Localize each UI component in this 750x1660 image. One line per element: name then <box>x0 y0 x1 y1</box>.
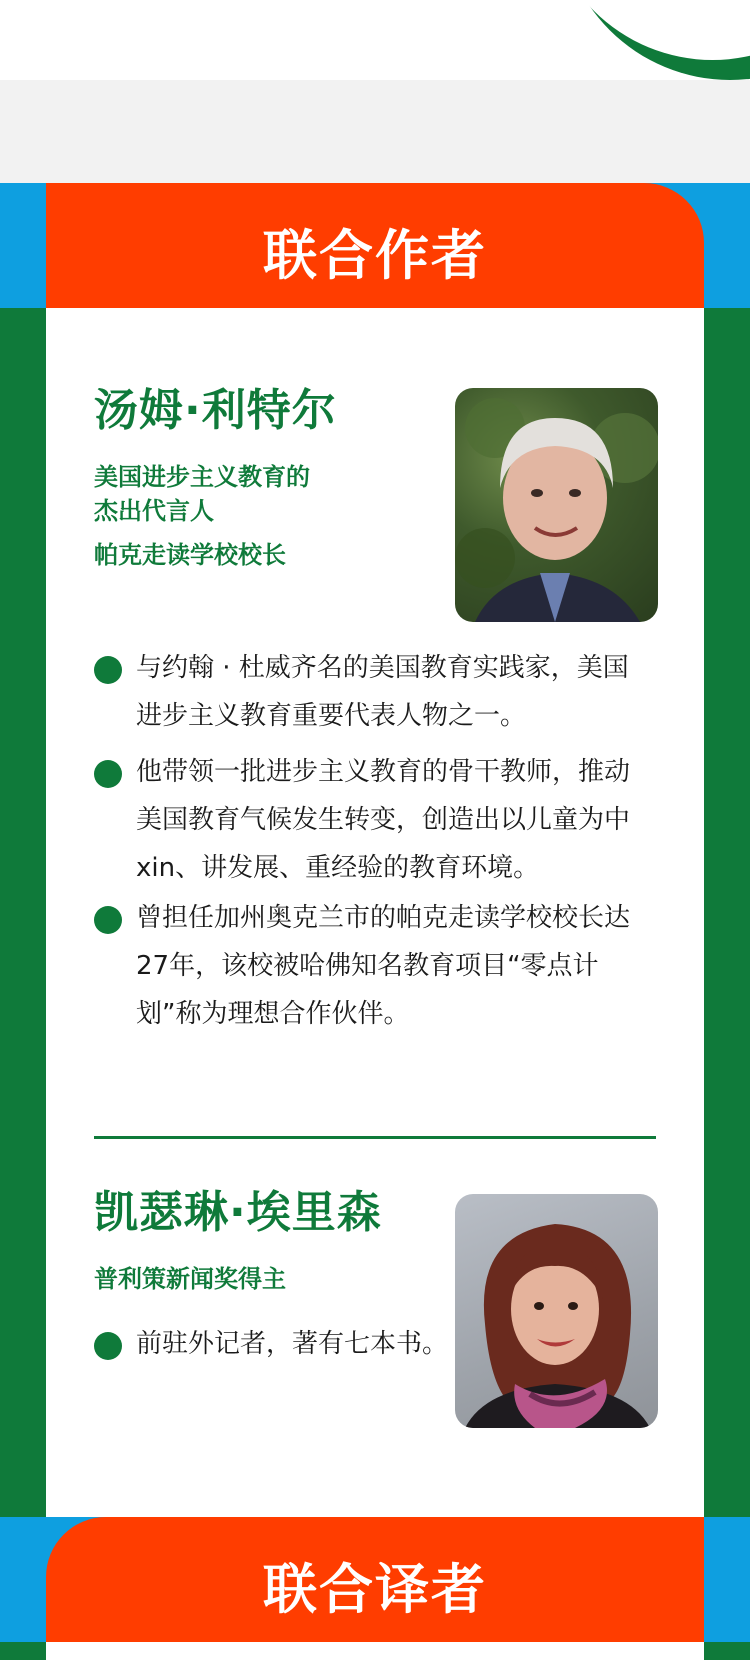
author-subtitle: 杰出代言人 <box>94 497 214 525</box>
author-subtitle: 普利策新闻奖得主 <box>94 1265 286 1293</box>
bullet-text: 曾担任加州奥克兰市的帕克走读学校校长达27年，该校被哈佛知名教育项目“零点计划”称为理想合作伙伴。 <box>136 903 631 1029</box>
section-divider <box>94 1136 656 1139</box>
bullet-text: 他带领一批进步主义教育的骨干教师，推动美国教育气候发生转变，创造出以儿童为中xin、讲发展、重经验的教育环境。 <box>136 757 631 883</box>
authors-content <box>46 308 704 1517</box>
authors-header <box>46 183 704 308</box>
author-photo-tom <box>455 388 658 622</box>
bullet-dot-icon <box>94 656 122 684</box>
author-subtitle: 帕克走读学校校长 <box>94 541 286 569</box>
bullet-text: 前驻外记者，著有七本书。 <box>136 1329 449 1359</box>
bullet-dot-icon <box>94 760 122 788</box>
bullet-dot-icon <box>94 1332 122 1360</box>
author-name: 凯瑟琳·埃里森 <box>94 1187 382 1238</box>
author-photo-katherine <box>455 1194 658 1428</box>
top-card <box>0 0 750 80</box>
translators-title: 联合译者 <box>263 1558 487 1621</box>
author-name: 汤姆·利特尔 <box>94 385 337 436</box>
portrait-man-icon <box>455 388 658 622</box>
bullet-text: 与约翰 · 杜威齐名的美国教育实践家，美国进步主义教育重要代表人物之一。 <box>136 653 629 731</box>
authors-title: 联合作者 <box>263 224 487 287</box>
bullet-dot-icon <box>94 906 122 934</box>
translators-header <box>46 1517 704 1642</box>
bottom-content-edge <box>46 1642 704 1660</box>
portrait-woman-icon <box>455 1194 658 1428</box>
author-subtitle: 美国进步主义教育的 <box>94 463 310 491</box>
